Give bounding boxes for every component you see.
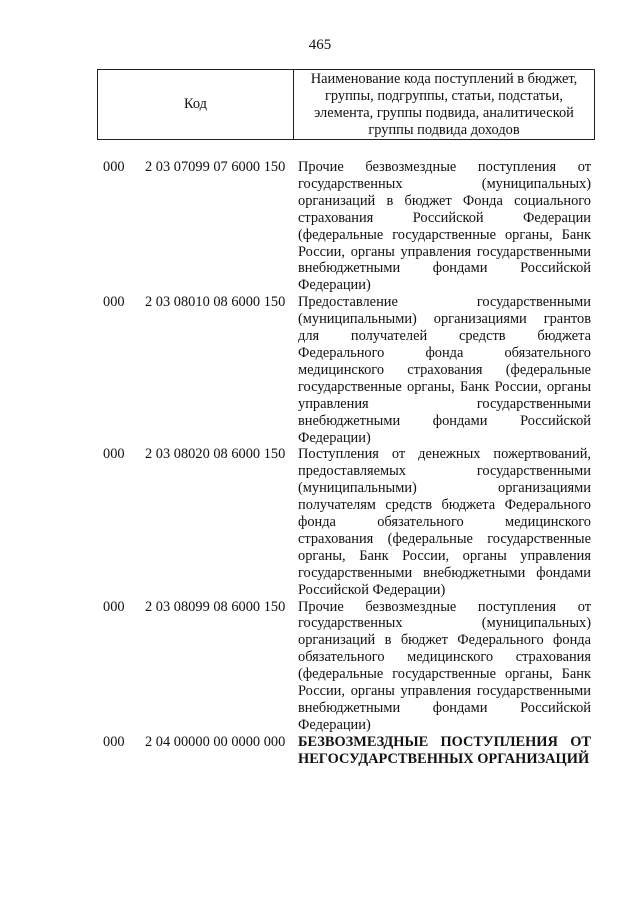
- description-line: предоставляемых государственными: [298, 463, 591, 480]
- description-cell: [298, 159, 591, 294]
- description-line: Федерации): [298, 716, 371, 733]
- admin-code-cell: 000: [103, 598, 125, 615]
- description-line: получателям средств бюджета Федерального: [298, 497, 591, 514]
- description-line: организаций в бюджет Федерального фонда: [298, 632, 591, 649]
- description-line: государственных (муниципальных): [298, 175, 591, 192]
- admin-code-cell: 000: [103, 446, 125, 463]
- budget-code-cell: 2 03 08099 08 6000 150: [145, 598, 286, 615]
- description-line: обязательного медицинского страхования: [298, 649, 591, 666]
- description-cell: [298, 446, 591, 598]
- description-line: медицинского страхования (федеральные: [298, 361, 591, 378]
- description-line: (муниципальными) организациями грантов: [298, 311, 591, 328]
- header-name-line: элемента, группы подвида, аналитической: [314, 105, 574, 121]
- description-line: Федерации): [298, 277, 371, 294]
- admin-code-cell: 000: [103, 159, 125, 175]
- budget-code-cell: 2 03 08010 08 6000 150: [145, 294, 286, 311]
- description-line: для получателей средств бюджета: [298, 328, 591, 345]
- description-line: страхования Российской Федерации: [298, 209, 591, 226]
- table-body: [103, 159, 591, 768]
- header-name-label: [294, 70, 594, 139]
- header-name-line: группы подвида доходов: [368, 122, 520, 138]
- admin-code-cell: 000: [103, 733, 125, 750]
- table-row: [103, 159, 591, 294]
- header-name-line: группы, подгруппы, статьи, подстатьи,: [325, 88, 563, 104]
- description-line: (федеральные государственные органы, Банк: [298, 226, 591, 243]
- description-cell: [298, 734, 591, 768]
- description-line: Прочие безвозмездные поступления от: [298, 598, 591, 615]
- description-line: органы, Банк России, органы управления: [298, 547, 591, 564]
- description-line: государственные органы, Банк России, органы: [298, 378, 591, 395]
- description-line: НЕГОСУДАРСТВЕННЫХ ОРГАНИЗАЦИЙ: [298, 750, 590, 767]
- description-line: (федеральные государственные органы, Банк: [298, 666, 591, 683]
- description-line: внебюджетными фондами Российской: [298, 412, 591, 429]
- header-name-line: Наименование кода поступлений в бюджет,: [310, 71, 578, 87]
- description-line: управления государственными: [298, 395, 591, 412]
- description-line: России, органы управления государственными: [298, 243, 591, 260]
- description-line: государственными внебюджетными фондами: [298, 564, 591, 581]
- description-line: Предоставление государственными: [298, 294, 591, 311]
- description-cell: [298, 294, 591, 446]
- table-row: [103, 599, 591, 734]
- description-line: внебюджетными фондами Российской: [298, 700, 591, 716]
- description-line: Поступления от денежных пожертвований,: [298, 446, 591, 463]
- description-line: России, органы управления государственными: [298, 683, 591, 700]
- header-code-label: Код: [98, 70, 294, 139]
- budget-code-cell: 2 03 08020 08 6000 150: [145, 446, 286, 463]
- description-line: фонда обязательного медицинского: [298, 514, 591, 531]
- description-line: Российской Федерации): [298, 581, 446, 598]
- table-header: [97, 69, 595, 140]
- admin-code-cell: 000: [103, 294, 125, 311]
- description-line: Федерального фонда обязательного: [298, 344, 591, 361]
- description-line: БЕЗВОЗМЕЗДНЫЕ ПОСТУПЛЕНИЯ ОТ: [298, 733, 591, 750]
- description-line: внебюджетными фондами Российской: [298, 260, 591, 277]
- description-line: государственных (муниципальных): [298, 615, 591, 632]
- budget-code-cell: 2 04 00000 00 0000 000: [145, 733, 286, 750]
- description-line: (муниципальными) организациями: [298, 480, 591, 497]
- description-line: организаций в бюджет Фонда социального: [298, 192, 591, 209]
- description-cell: [298, 599, 591, 734]
- budget-code-cell: 2 03 07099 07 6000 150: [145, 159, 286, 175]
- table-row: [103, 446, 591, 598]
- description-line: страхования (федеральные государственные: [298, 530, 591, 547]
- table-row: [103, 294, 591, 446]
- page-number: 465: [308, 37, 332, 53]
- table-row: [103, 734, 591, 768]
- description-line: Федерации): [298, 429, 371, 446]
- description-line: Прочие безвозмездные поступления от: [298, 159, 591, 175]
